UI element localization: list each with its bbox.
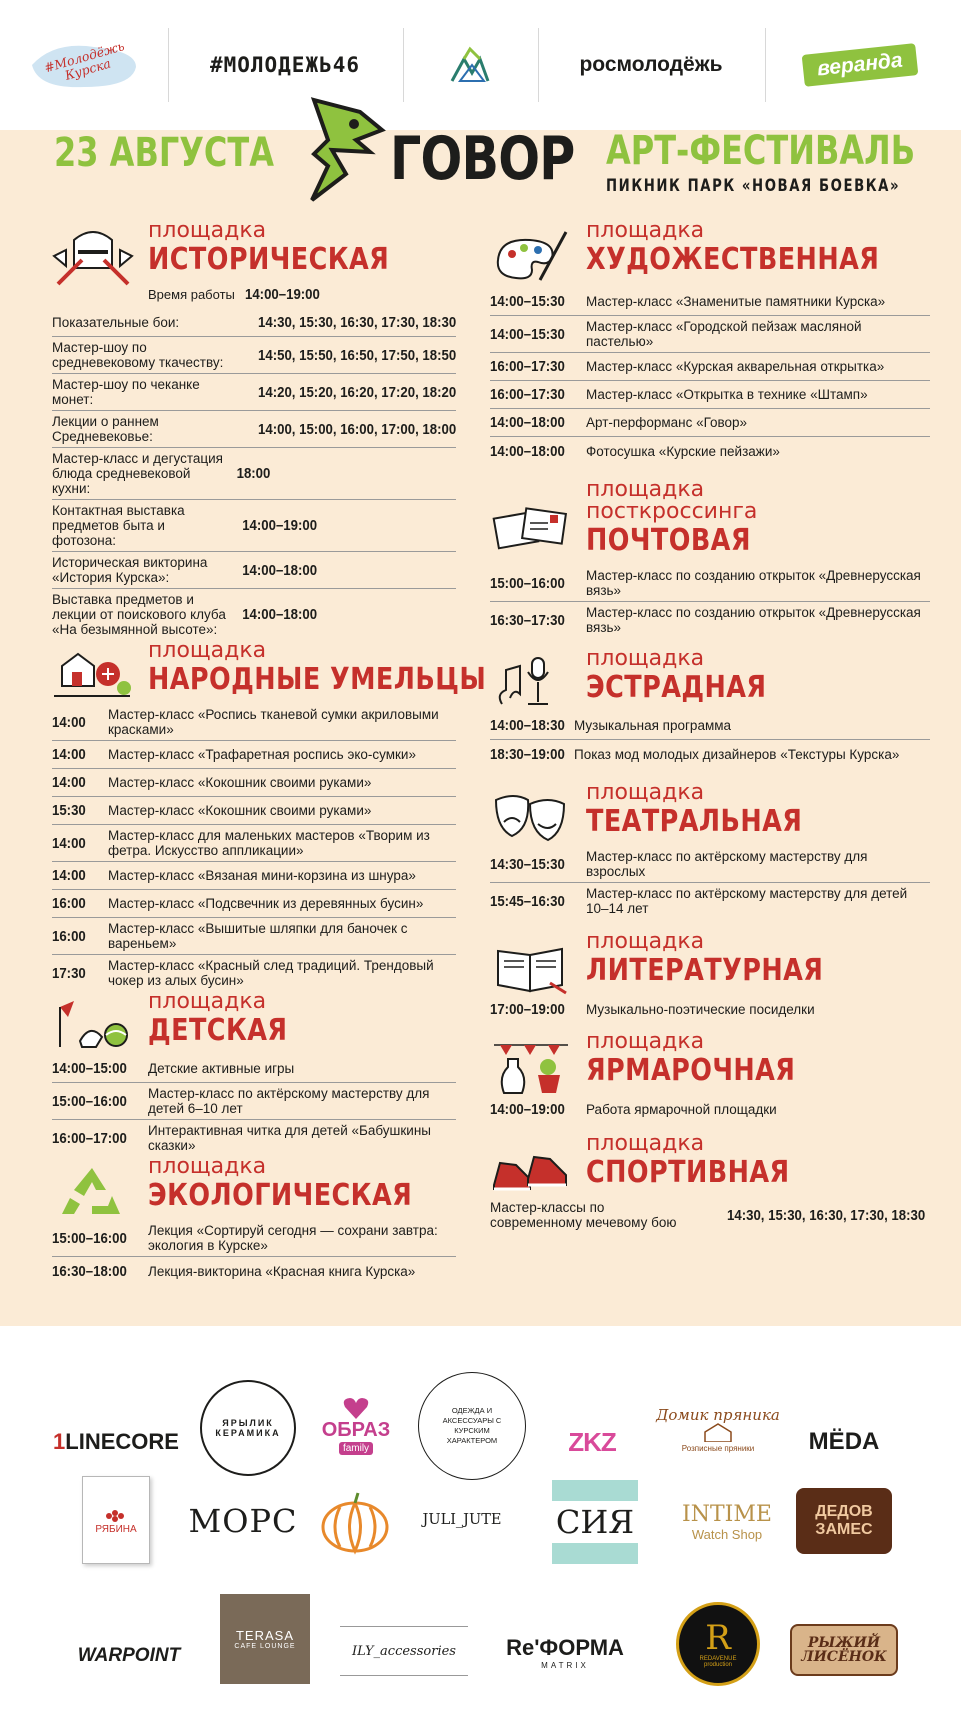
terasa-logo: TERASA CAFE LOUNGE bbox=[220, 1594, 310, 1684]
row-description: Мастер-класс «Роспись тканевой сумки акриловыми красками» bbox=[108, 707, 439, 737]
row-description: Мастер-класс «Городской пейзаж масляной пастелью» bbox=[586, 319, 862, 349]
row-description: Мастер-класс «Подсвечник из деревянных бусин» bbox=[108, 896, 424, 911]
schedule-row bbox=[490, 846, 930, 883]
row-description: Показ мод молодых дизайнеров «Текстуры Курска» bbox=[574, 746, 900, 762]
schedule-row bbox=[52, 1120, 456, 1156]
schedule-row bbox=[52, 500, 456, 552]
row-description: Мастер-класс по актёрскому мастерству для взрослых bbox=[586, 849, 868, 879]
sneakers-icon bbox=[490, 1139, 572, 1199]
row-time: 16:00 bbox=[52, 927, 86, 945]
zone-post: площадка посткроссинга ПОЧТОВАЯ 15:00–16:00 Мастер-класс по созданию открыток «Древнерусская вязь» 16:30–17:30 Мастер-класс по созданию открыток «Древнерусская вязь» bbox=[490, 479, 930, 638]
kursk-character-logo: ОДЕЖДА И АКСЕССУАРЫ С КУРСКИМ ХАРАКТЕРОМ bbox=[418, 1372, 526, 1480]
row-description: Фотосушка «Курские пейзажи» bbox=[586, 443, 780, 459]
warpoint-logo: WARPOINT bbox=[77, 1645, 181, 1666]
schedule-row bbox=[52, 448, 456, 500]
row-time: 14:00 bbox=[52, 834, 86, 852]
row-time: 14:20, 15:20, 16:20, 17:20, 18:20 bbox=[257, 383, 456, 401]
schedule-row bbox=[52, 552, 456, 589]
schedule-row bbox=[52, 337, 456, 374]
pumpkin-logo-icon bbox=[318, 1484, 392, 1560]
row-time: 16:30–18:00 bbox=[52, 1262, 127, 1280]
schedule-row bbox=[52, 374, 456, 411]
palette-icon bbox=[490, 226, 572, 286]
schedule-row bbox=[52, 955, 456, 991]
yarylik-keramika-logo: ЯРЫЛИК КЕРАМИКА bbox=[200, 1380, 296, 1476]
ryzhiy-lisenok-logo: РЫЖИЙ ЛИСЁНОК bbox=[790, 1624, 898, 1676]
row-time: 14:00–15:00 bbox=[52, 1060, 127, 1077]
zone-sport: площадка СПОРТИВНАЯ Мастер-классы по современному мечевому бою 14:30, 15:30, 16:30, 17:30, 18:30 bbox=[490, 1133, 930, 1233]
row-time: 14:30, 15:30, 16:30, 17:30, 18:30 bbox=[727, 1206, 926, 1224]
row-time: 16:00–17:30 bbox=[490, 358, 565, 375]
row-time: 15:45–16:30 bbox=[490, 892, 565, 910]
schedule-row bbox=[490, 353, 930, 381]
zone-folk: площадка НАРОДНЫЕ УМЕЛЬЦЫ 14:00 Мастер-класс «Роспись тканевой сумки акриловыми красками» 14:00 Мастер-класс «Трафаретная роспись эко-сумки» 14:00 Мастер-класс «Кокошник своими руками» 15:30 Мастер-класс «Кокошник своими руками» 14:00 Мастер-класс для маленьких мастеров «Творим из фетра. Искусство аппликации» 14:00 Мастер-класс «Вязаная мини-корзина из шнура» 16:00 Мастер-класс «Подсвечник из деревянных бусин» 16:00 Мастер-класс «Вышитые шляпки для баночек с вареньем» 17:30 Мастер-класс «Красный след традиций. Трендовый чокер из алых бусин» bbox=[52, 640, 456, 991]
linecore-logo: 1 LINECORE bbox=[53, 1429, 179, 1454]
folk-crafts-icon bbox=[52, 646, 134, 706]
row-description: Мастер-класс по созданию открыток «Древнерусская вязь» bbox=[586, 605, 921, 635]
heart-icon bbox=[343, 1397, 369, 1419]
schedule-row bbox=[52, 309, 456, 337]
row-time: 14:00–18:30 bbox=[490, 717, 565, 734]
open-book-icon bbox=[490, 937, 572, 997]
schedule-row bbox=[52, 1220, 456, 1257]
row-description: Детские активные игры bbox=[148, 1061, 295, 1076]
schedule-row bbox=[490, 288, 930, 316]
partners-bar bbox=[0, 0, 961, 130]
row-description: Музыкальная программа bbox=[574, 718, 732, 733]
redavenue-logo: R REDAVENUE production bbox=[676, 1602, 760, 1686]
row-description: Мастер-класс «Открытка в технике «Штамп» bbox=[586, 387, 868, 402]
mors-logo: МОРС bbox=[188, 1502, 298, 1540]
row-description: Мастер-класс «Знаменитые памятники Курска» bbox=[586, 294, 886, 309]
row-time: 14:00 bbox=[52, 867, 86, 884]
row-description: Мастер-класс и дегустация блюда средневековой кухни: bbox=[52, 451, 223, 496]
row-description: Интерактивная читка для детей «Бабушкины сказки» bbox=[148, 1123, 431, 1153]
schedule-row bbox=[490, 1197, 930, 1233]
zone-fair: площадка ЯРМАРОЧНАЯ 14:00–19:00 Работа ярмарочной площадки bbox=[490, 1031, 930, 1123]
siya-logo: СИЯ bbox=[552, 1480, 638, 1564]
schedule-row bbox=[52, 769, 456, 797]
row-time: 18:30–19:00 bbox=[490, 745, 565, 763]
event-date: 23 АВГУСТА bbox=[54, 130, 274, 176]
row-time: 15:00–16:00 bbox=[52, 1229, 127, 1247]
row-description: Мастер-класс по актёрскому мастерству для детей 10–14 лет bbox=[586, 886, 908, 916]
fair-jug-icon bbox=[490, 1037, 572, 1097]
zone-eco: площадка ЭКОЛОГИЧЕСКАЯ 15:00–16:00 Лекция «Сортируй сегодня — сохрани завтра: экология в Курске» 16:30–18:00 Лекция-викторина «Красная книга Курска» bbox=[52, 1156, 456, 1285]
gingerbread-house-icon bbox=[703, 1422, 733, 1442]
schedule-row bbox=[52, 704, 456, 741]
veranda-logo: веранда bbox=[770, 28, 950, 102]
row-time: 15:00–16:00 bbox=[52, 1092, 127, 1110]
row-description: Мастер-шоу по чеканке монет: bbox=[52, 377, 200, 407]
row-description: Мастер-класс по созданию открыток «Древнерусская вязь» bbox=[586, 568, 921, 598]
row-time: 14:00–19:00 bbox=[490, 1100, 565, 1118]
obraz-family-logo: ОБРАЗ family bbox=[312, 1386, 400, 1466]
schedule-row bbox=[490, 712, 930, 740]
schedule-row bbox=[490, 883, 930, 919]
row-description: Работа ярмарочной площадки bbox=[586, 1101, 777, 1117]
row-description: Мастер-класс «Красный след традиций. Трендовый чокер из алых бусин» bbox=[108, 958, 434, 988]
zone-literary: площадка ЛИТЕРАТУРНАЯ 17:00–19:00 Музыкально-поэтические посиделки bbox=[490, 931, 930, 1023]
meda-logo: MЁDA bbox=[808, 1428, 880, 1455]
schedule-row bbox=[52, 825, 456, 862]
govor-bird-logo bbox=[308, 96, 390, 204]
zone-art: площадка ХУДОЖЕСТВЕННАЯ 14:00–15:30 Мастер-класс «Знаменитые памятники Курска» 14:00–15:30 Мастер-класс «Городской пейзаж масляной пастелью» 16:00–17:30 Мастер-класс «Курская акварельная открытка» 16:00–17:30 Мастер-класс «Открытка в технике «Штамп» 14:00–18:00 Арт-перформанс «Говор» 14:00–18:00 Фотосушка «Курские пейзажи» bbox=[490, 220, 930, 465]
schedule-row bbox=[490, 437, 930, 465]
row-description: Арт-перформанс «Говор» bbox=[586, 415, 748, 430]
molodezh46-logo: #МОЛОДЕЖЬ46 bbox=[209, 53, 361, 77]
row-time: 14:00–15:30 bbox=[490, 293, 565, 310]
row-time: 16:00–17:00 bbox=[52, 1129, 127, 1147]
schedule-row bbox=[490, 316, 930, 353]
row-time: 17:30 bbox=[52, 964, 86, 982]
intime-logo: INTIME Watch Shop bbox=[682, 1502, 772, 1542]
row-description: Мастер-шоу по средневековому ткачеству: bbox=[52, 340, 224, 370]
festival-name: ГОВОР bbox=[390, 124, 575, 194]
row-time: 14:00–18:00 bbox=[242, 606, 318, 623]
row-time: 14:00 bbox=[52, 774, 86, 791]
schedule-row bbox=[52, 1055, 456, 1083]
ily-accessories-logo: ILY_accessories bbox=[340, 1626, 468, 1676]
row-description: Мастер-класс «Курская акварельная открытка» bbox=[586, 359, 885, 374]
rosmolodezh-logo: росмолодёжь bbox=[579, 53, 723, 76]
row-description: Мастер-класс «Вышитые шляпки для баночек с вареньем» bbox=[108, 921, 408, 951]
row-description: Показательные бои: bbox=[52, 315, 180, 330]
row-description: Мастер-класс по актёрскому мастерству для детей 6–10 лет bbox=[148, 1086, 430, 1116]
schedule-row bbox=[490, 740, 930, 768]
row-description: Мастер-класс «Вязаная мини-корзина из шнура» bbox=[108, 868, 416, 883]
schedule-row bbox=[52, 1083, 456, 1120]
row-time: 18:00 bbox=[236, 465, 271, 482]
molodezh-kurska-logo: #Молодёжь Курска bbox=[14, 28, 154, 102]
row-time: 15:00–16:00 bbox=[490, 574, 565, 592]
row-description: Историческая викторина «История Курска»: bbox=[52, 555, 208, 585]
row-description: Лекция-викторина «Красная книга Курска» bbox=[148, 1263, 416, 1279]
zone-theatre: площадка ТЕАТРАЛЬНАЯ 14:30–15:30 Мастер-класс по актёрскому мастерству для взрослых 15:45–16:30 Мастер-класс по актёрскому мастерству для детей 10–14 лет bbox=[490, 782, 930, 919]
schedule-row bbox=[52, 797, 456, 825]
row-description: Контактная выставка предметов быта и фотозона: bbox=[52, 503, 185, 548]
left-column bbox=[52, 218, 487, 1285]
postcards-icon bbox=[490, 501, 572, 561]
row-description: Мастер-класс «Кокошник своими руками» bbox=[108, 803, 372, 818]
right-column bbox=[490, 220, 930, 1233]
row-time: 17:00–19:00 bbox=[490, 1000, 565, 1018]
row-time: 16:30–17:30 bbox=[490, 611, 565, 629]
domik-pryanika-logo: Домик пряника Розписные пряники bbox=[656, 1406, 780, 1453]
zone-estrada: площадка ЭСТРАДНАЯ 14:00–18:30 Музыкальная программа 18:30–19:00 Показ мод молодых дизайнеров «Текстуры Курска» bbox=[490, 648, 930, 768]
schedule-panel bbox=[0, 124, 961, 1326]
zone-kids: площадка ДЕТСКАЯ 14:00–15:00 Детские активные игры 15:00–16:00 Мастер-класс по актёрскому мастерству для детей 6–10 лет 16:00–17:00 Интерактивная читка для детей «Бабушкины сказки» bbox=[52, 991, 456, 1156]
row-time: 14:50, 15:50, 16:50, 17:50, 18:50 bbox=[257, 346, 456, 364]
row-description: Мастер-класс для маленьких мастеров «Творим из фетра. Искусство аппликации» bbox=[108, 828, 430, 858]
row-time: 14:00–18:00 bbox=[490, 414, 565, 431]
schedule-row bbox=[52, 862, 456, 890]
juli-jute-logo: JULI_JUTE bbox=[422, 1512, 502, 1528]
schedule-row bbox=[490, 381, 930, 409]
row-time: 16:00 bbox=[52, 895, 86, 912]
schedule-row bbox=[52, 411, 456, 448]
theatre-masks-icon bbox=[490, 788, 572, 848]
venue: ПИКНИК ПАРК «НОВАЯ БОЕВКА» bbox=[606, 176, 901, 196]
row-description: Выставка предметов и лекции от поискового клуба «На безымянной высоте»: bbox=[52, 592, 226, 637]
row-description: Лекции о раннем Средневековье: bbox=[52, 414, 159, 444]
schedule-row bbox=[52, 741, 456, 769]
schedule-row bbox=[52, 890, 456, 918]
triangle-logo-icon bbox=[405, 28, 535, 102]
dedov-zames-logo: ДЕДОВ ЗАМЕС bbox=[796, 1488, 892, 1554]
zkz-logo: ZKZ bbox=[568, 1426, 616, 1457]
row-description: Мастер-класс «Трафаретная роспись эко-сумки» bbox=[108, 747, 416, 762]
row-time: 14:00–19:00 bbox=[242, 517, 318, 534]
rowan-berries-icon bbox=[101, 1506, 131, 1524]
zone-historical: площадка ИСТОРИЧЕСКАЯ Время работы 14:00–19:00 Показательные бои: 14:30, 15:30, 16:30, 17:30, 18:30 Мастер-шоу по средневековому ткачеству: 14:50, 15:50, 16:50, 17:50, 18:50 Мастер-шоу по чеканке монет: 14:20, 15:20, 16:20, 17:20, 18:20 Лекции о раннем Средневековье: 14:00, 15:00, 16:00, 17:00, 18:00 Мастер-класс и дегустация блюда средневековой кухни: 18:00 Контактная выставка предметов быта и фотозона: 14:00–19:00 Историческая викторина «История Курска»: 14:00–18:00 Выставка предметов и лекции от поискового клуба «На безымянной высоте»: 14:00–18:00 bbox=[52, 220, 456, 640]
row-time: 16:00–17:30 bbox=[490, 386, 565, 403]
row-time: 14:00–18:00 bbox=[242, 561, 318, 579]
row-time: 14:00 bbox=[52, 746, 86, 763]
schedule-row bbox=[52, 1257, 456, 1285]
row-time: 14:30–15:30 bbox=[490, 855, 565, 873]
row-description: Мастер-классы по современному мечевому бою bbox=[490, 1200, 677, 1230]
ryabina-logo: РЯБИНА bbox=[82, 1476, 150, 1564]
row-description: Лекция «Сортируй сегодня — сохрани завтра: экология в Курске» bbox=[148, 1223, 438, 1253]
knight-helmet-icon bbox=[52, 226, 134, 286]
schedule-row bbox=[490, 995, 930, 1023]
microphone-icon bbox=[490, 654, 572, 714]
row-time: 14:00 bbox=[52, 713, 86, 731]
row-description: Музыкально-поэтические посиделки bbox=[586, 1001, 815, 1017]
festival-type: АРТ-ФЕСТИВАЛЬ bbox=[606, 128, 916, 174]
row-time: 14:00–15:30 bbox=[490, 325, 565, 343]
row-time: 15:30 bbox=[52, 802, 86, 819]
schedule-row bbox=[52, 589, 456, 640]
row-time: 14:00, 15:00, 16:00, 17:00, 18:00 bbox=[257, 420, 456, 438]
reforma-logo: Re'ФОРМА MATRIX bbox=[506, 1634, 624, 1670]
row-time: 14:30, 15:30, 16:30, 17:30, 18:30 bbox=[257, 314, 456, 331]
schedule-row bbox=[490, 565, 930, 602]
row-time: 14:00–18:00 bbox=[490, 442, 565, 460]
schedule-row bbox=[490, 409, 930, 437]
schedule-row bbox=[490, 1095, 930, 1123]
row-description: Мастер-класс «Кокошник своими руками» bbox=[108, 775, 372, 790]
schedule-row bbox=[490, 602, 930, 638]
schedule-row bbox=[52, 918, 456, 955]
kids-toys-icon bbox=[52, 997, 134, 1057]
sponsors-area bbox=[0, 1326, 961, 1731]
recycle-icon bbox=[52, 1162, 134, 1222]
